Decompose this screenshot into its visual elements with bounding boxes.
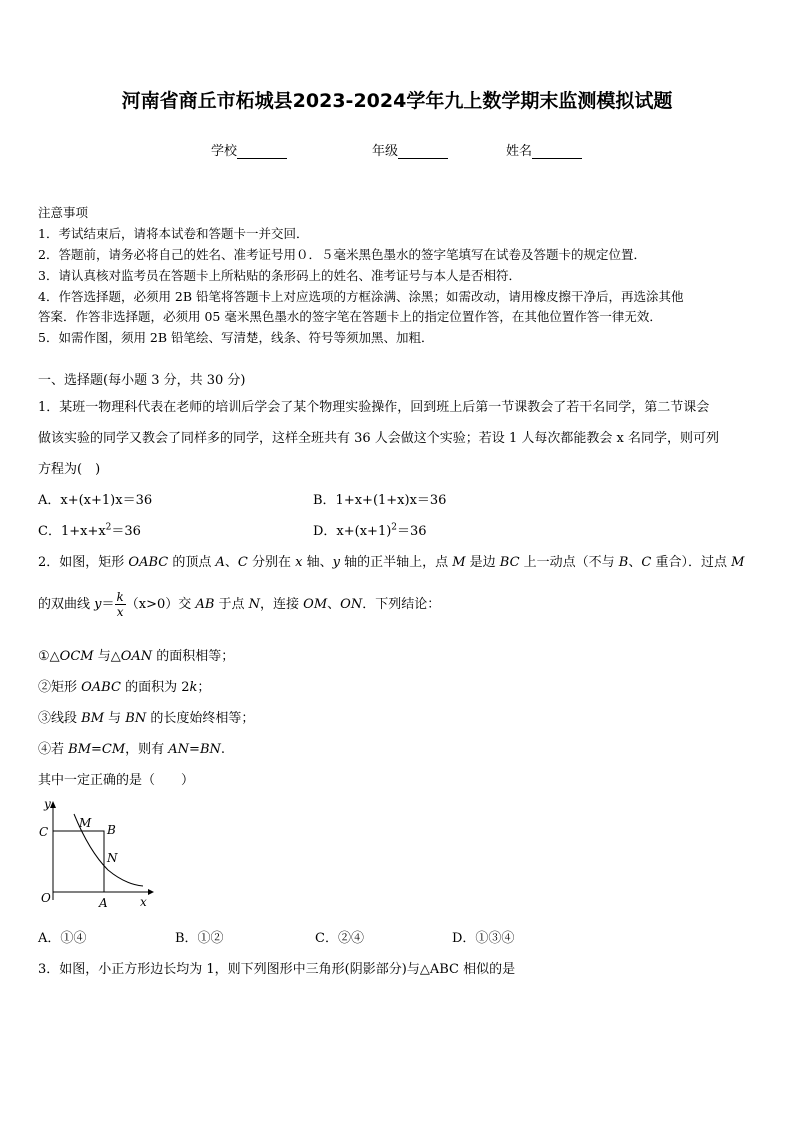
note-item: 5．如需作图，须用 2B 铅笔绘、写清楚，线条、符号等须加黑、加粗． [38,330,434,345]
math: N [248,597,261,612]
text: 于点 [214,597,249,612]
math: BM [81,711,105,726]
math: OM [303,597,328,612]
school-label: 学校 [211,144,238,159]
label-c: C [39,825,49,839]
q2-option-c[interactable]: C．②④ [315,931,364,946]
text: 、 [628,555,642,570]
note-item: 3．请认真核对监考员在答题卡上所粘贴的条形码上的姓名、准考证号与本人是否相符． [38,268,521,283]
label-o: O [41,891,51,905]
q1-line: 1．某班一物理科代表在老师的培训后学会了某个物理实验操作，回到班上后第一节课教会了若干名同学，第二节课会 [38,400,710,415]
q2-line-1 [38,551,744,570]
y-axis-arrow [50,801,56,808]
grade-blank[interactable] [398,144,448,159]
text: ，连接 [260,597,304,612]
note-item: 2．答题前，请务必将自己的姓名、准考证号用０．５毫米黑色墨水的签字笔填写在试卷及答题卡的规定位置． [38,247,646,262]
math: C [641,555,652,570]
text: 轴、 [302,555,333,570]
math: B [618,555,629,570]
text: 是边 [465,555,500,570]
q3-text: 3．如图，小正方形边长均为 1，则下列图形中三角形(阴影部分)与△ABC 相似的是 [38,962,516,977]
grade-label: 年级 [372,144,399,159]
q1-option-b[interactable]: B．1+x+(1+x)x＝36 [313,493,447,508]
superscript: 2 [105,522,112,533]
text: 的面积为 2 [120,680,190,695]
note-item: 4．作答选择题，必须用 2B 铅笔将答题卡上对应选项的方框涂满、涂黑；如需改动，请用橡皮擦干净后，再选涂其他 [38,289,684,304]
math: C [237,555,248,570]
math: y [94,597,102,612]
math: OCM [59,649,94,664]
rectangle-oabc [53,831,104,892]
text: ④若 [38,742,69,757]
fraction-denominator: x [116,605,124,619]
fraction-numerator: k [116,590,124,604]
school-field [211,140,287,159]
text: 的面积相等； [152,649,235,664]
text: 上一动点（不与 [519,555,619,570]
label-x: x [140,895,147,909]
fraction-k-over-x [115,590,126,619]
q2-question: 其中一定正确的是（ ） [38,773,195,788]
q1-option-c[interactable] [38,520,141,539]
text: 的双曲线 [38,597,95,612]
math: OAN [120,649,153,664]
label-b: B [107,823,116,837]
math: BC [499,555,520,570]
text: （x>0）交 [125,597,196,612]
math: k [189,680,198,695]
math: AN=BN [168,742,221,757]
school-blank[interactable] [237,144,287,159]
x-axis-arrow [148,889,154,895]
label-a: A [99,896,108,910]
text: 与△ [93,649,121,664]
page-title: 河南省商丘市柘城县2023-2024学年九上数学期末监测模拟试题 [121,90,673,112]
text: ③线段 [38,711,82,726]
name-label: 姓名 [506,144,533,159]
text: . [220,742,226,757]
note-item: 1．考试结束后，请将本试卷和答题卡一并交回． [38,226,309,241]
name-field [506,140,582,159]
q1-option-d-tail: ＝36 [397,524,427,539]
math: y [332,555,340,570]
text: ； [197,680,211,695]
q2-conclusion-3 [38,707,254,726]
q1-option-d[interactable] [313,520,427,539]
text: ＝ [101,597,115,612]
math: M [452,555,466,570]
label-y: y [44,797,51,811]
q2-conclusion-4 [38,738,225,757]
math: OABC [81,680,121,695]
text: ，则有 [125,742,169,757]
text: 、 [224,555,238,570]
math: BM=CM [68,742,126,757]
q1-option-a[interactable]: A．x+(x+1)x＝36 [38,493,153,508]
text: ①△ [38,649,60,664]
q1-option-c-text: C．1+x+x [38,524,106,539]
label-m: M [79,816,92,830]
notes-heading: 注意事项 [38,205,89,220]
math: A [215,555,225,570]
q1-line: 做该实验的同学又教会了同样多的同学，这样全班共有 36 人会做这个实验；若设 1 人每次都能教会 x 名同学，则可列 [38,431,719,446]
q1-option-d-text: D．x+(x+1) [313,524,392,539]
text: 、 [327,597,341,612]
q2-line-2 [38,590,440,619]
text: 分别在 [247,555,296,570]
name-blank[interactable] [532,144,582,159]
text: 轴的正半轴上，点 [339,555,453,570]
q1-option-c-tail: ＝36 [111,524,141,539]
math: x [295,555,303,570]
text: 与 [104,711,126,726]
text: 的长度始终相等； [146,711,255,726]
text: ②矩形 [38,680,82,695]
q2-option-a[interactable]: A．①④ [38,931,87,946]
math: M [731,555,745,570]
note-item: 答案．作答非选择题，必须用 05 毫米黑色墨水的签字笔在答题卡上的指定位置作答，在其他位置作答一律无效． [38,309,662,324]
q2-option-b[interactable]: B．①② [175,931,224,946]
text: ．下列结论： [362,597,441,612]
text: 2．如图，矩形 [38,555,129,570]
math: AB [195,597,215,612]
text: 重合）．过点 [651,555,732,570]
math: ON [340,597,363,612]
text: 的顶点 [168,555,216,570]
superscript: 2 [391,522,398,533]
q1-line: 方程为( ) [38,462,101,477]
math: BN [125,711,147,726]
q2-conclusion-2 [38,676,210,695]
q2-option-d[interactable]: D．①③④ [452,931,515,946]
grade-field [372,140,448,159]
q2-conclusion-1 [38,645,234,664]
math: OABC [128,555,169,570]
label-n: N [107,851,118,865]
q2-figure [28,796,158,912]
section-heading: 一、选择题(每小题 3 分，共 30 分) [38,373,246,388]
